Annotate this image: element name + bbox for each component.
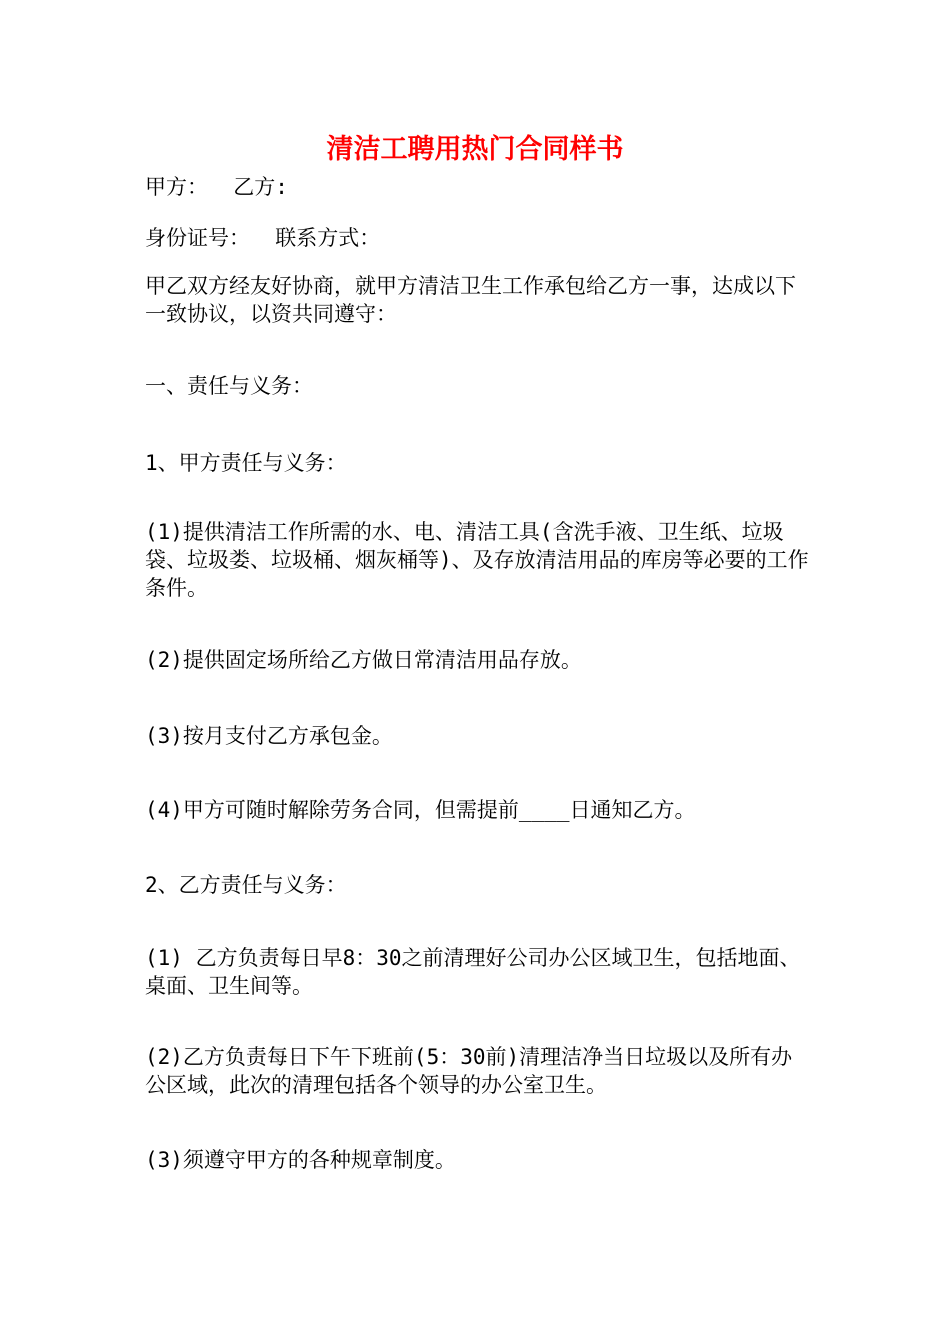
party-b-clause-2: (2)乙方负责每日下午下班前(5：30前)清理洁净当日垃圾以及所有办公区域，此次的清理包括各个领导的办公室卫生。	[145, 1045, 793, 1097]
party-b-clause-1: (1) 乙方负责每日早8：30之前清理好公司办公区域卫生，包括地面、桌面、卫生间等。	[145, 946, 801, 998]
party-line: 甲方： 乙方:	[145, 175, 288, 199]
section-heading-responsibilities: 一、责任与义务：	[145, 374, 313, 398]
intro-paragraph: 甲乙双方经友好协商，就甲方清洁卫生工作承包给乙方一事，达成以下一致协议，以资共同遵守：	[145, 274, 796, 326]
party-a-clause-2: (2)提供固定场所给乙方做日常清洁用品存放。	[145, 648, 582, 672]
party-a-clause-1: (1)提供清洁工作所需的水、电、清洁工具(含洗手液、卫生纸、垃圾袋、垃圾娄、垃圾桶、烟灰桶等)、及存放清洁用品的库房等必要的工作条件。	[145, 520, 809, 600]
subsection-heading-party-a: 1、甲方责任与义务：	[145, 451, 347, 475]
document-title: 清洁工聘用热门合同样书	[326, 134, 624, 165]
party-a-clause-3: (3)按月支付乙方承包金。	[145, 724, 393, 748]
party-b-clause-3: (3)须遵守甲方的各种规章制度。	[145, 1148, 456, 1172]
id-contact-line: 身份证号： 联系方式：	[145, 226, 381, 250]
party-a-clause-4: (4)甲方可随时解除劳务合同，但需提前____日通知乙方。	[145, 798, 696, 822]
subsection-heading-party-b: 2、乙方责任与义务：	[145, 873, 347, 897]
